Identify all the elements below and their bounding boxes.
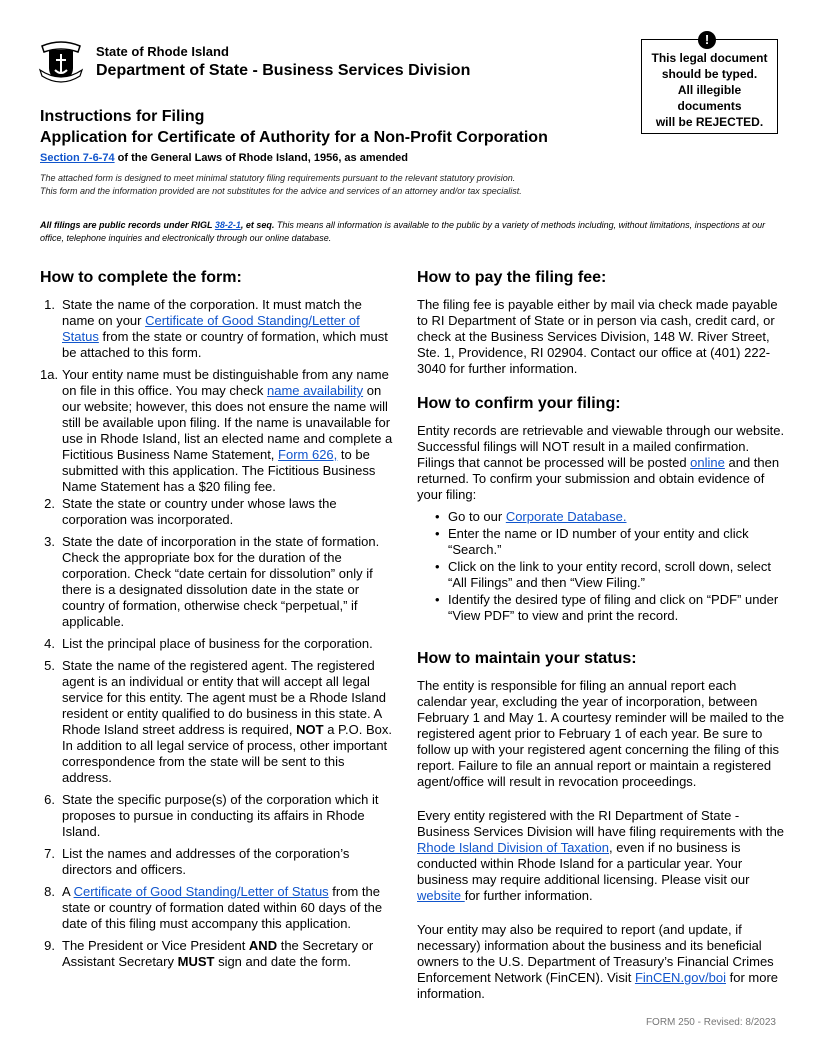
item-text xyxy=(62,658,395,786)
text-segment: List the names and addresses of the corporation’s directors and officers. xyxy=(62,846,350,877)
item-text xyxy=(62,367,395,495)
maintain-status-text xyxy=(417,678,787,1002)
text-segment: Entity records are retrievable and viewable through our website. Successful filings will NOT result in a mailed confirmation. Filings that cannot be processed will be posted xyxy=(417,423,785,470)
inline-link[interactable]: website xyxy=(417,888,465,903)
item-number: 4. xyxy=(44,636,55,651)
maintain-paragraph xyxy=(417,678,787,790)
notice-line: documents xyxy=(677,99,742,113)
pay-fee-text: The filing fee is payable either by mail via check made payable to RI Department of State or in person via cash, credit card, or check at the Business Services Division, 148 W. River Street, Ste. 1, Providence, RI 02904. Contact our office at (401) 222-3040 for further information. xyxy=(417,297,778,376)
text-segment: the Secretary or Assistant Secretary xyxy=(62,938,374,969)
instruction-item xyxy=(40,658,395,786)
text-segment: State the name of the registered agent. The registered agent is an individual or entity that will accept all legal service for this entity. The agent must be a Rhode Island resident or entity qualified to do business in this state. A Rhode Island street address is required, xyxy=(62,658,386,737)
form-revision-footer: FORM 250 - Revised: 8/2023 xyxy=(645,1017,776,1028)
complete-form-section xyxy=(40,269,395,976)
complete-form-heading: How to complete the form: xyxy=(40,269,242,286)
item-number: 9. xyxy=(44,938,55,953)
text-segment: and then returned. To confirm your submission and obtain evidence of your filing: xyxy=(417,455,780,502)
inline-link[interactable]: Certificate of Good Standing/Letter of Status xyxy=(73,884,329,899)
item-number: 2. xyxy=(44,496,55,511)
text-segment: a P.O. Box. In addition to all legal service of process, other important correspondence from the state will be sent to this address. xyxy=(62,722,393,785)
section-link[interactable]: Section 7-6-74 xyxy=(40,152,115,164)
public-records-bold: All filings are public records under RIGL xyxy=(40,220,215,230)
text-segment: State the state or country under whose laws the corporation was incorporated. xyxy=(62,496,337,527)
text-segment: for more information. xyxy=(417,970,778,1001)
rigl-link[interactable]: 38-2-1 xyxy=(214,220,241,230)
text-segment: Identify the desired type of filing and click on “PDF” under “View PDF” to view and print the record. xyxy=(448,592,779,623)
inline-link[interactable]: FinCEN.gov/boi xyxy=(634,970,726,985)
text-segment: State the date of incorporation in the state of formation. Check the appropriate box for the duration of the corporation. Check “date certain for dissolution” only if there is a designated dissolution date in the state or country of formation, otherwise check “perpetual,” if applicable. xyxy=(62,534,380,629)
instruction-item xyxy=(40,297,395,361)
text-segment: to be submitted with this application. The Fictitious Business Name Statement has a $20 filing fee. xyxy=(62,447,376,494)
notice-line: All illegible xyxy=(677,83,742,97)
confirm-filing-text xyxy=(417,423,787,503)
title-line-2: Application for Certificate of Authority for a Non-Profit Corporation xyxy=(40,129,548,146)
text-segment: on our website; however, this does not ensure the name will still be available upon filing. If the name is unavailable for use in Rhode Island, list an elected name and complete a Fictitious Business Name Statement, xyxy=(62,383,393,462)
step-text xyxy=(448,559,787,591)
item-text xyxy=(62,534,395,630)
et-seq: , et seq. xyxy=(240,220,275,230)
disclaimer-line: This form and the information provided are not substitutes for the advice and services of an attorney and/or tax specialist. xyxy=(40,186,522,196)
instruction-item xyxy=(40,938,395,970)
organization-header xyxy=(96,44,470,80)
bullet-icon: • xyxy=(435,509,440,524)
text-segment: State the name of the corporation. It must match the name on your xyxy=(62,297,362,328)
text-segment: , even if no business is conducted within Rhode Island for a particular year. Your business may require additional licensing. Please visit our xyxy=(417,840,750,887)
text-segment: from the state or country of formation dated within 60 days of the date of this filing must accompany this application. xyxy=(62,884,383,931)
step-text xyxy=(448,592,787,624)
notice-line: should be typed. xyxy=(661,67,758,81)
text-segment: sign and date the form. xyxy=(214,954,352,969)
notice-line: will be REJECTED. xyxy=(655,115,764,129)
inline-link[interactable]: Certificate of Good Standing/Letter of Status xyxy=(62,313,360,344)
bold-text: MUST xyxy=(177,954,215,969)
instruction-list xyxy=(40,297,395,970)
typed-document-notice xyxy=(641,39,778,134)
item-text xyxy=(62,496,395,528)
department-name: Department of State - Business Services Division xyxy=(96,62,471,79)
confirm-filing-heading: How to confirm your filing: xyxy=(417,395,621,412)
text-segment: Your entity may also be required to report (and update, if necessary) information about the business and its beneficial owners to the U.S. Department of Treasury’s Financial Crimes Enforcement Network (FinCEN). Visit xyxy=(417,922,774,985)
bold-text: AND xyxy=(248,938,278,953)
text-segment: from the state or country of formation, which must be attached to this form. xyxy=(62,329,388,360)
text-segment: for further information. xyxy=(464,888,593,903)
maintain-paragraph xyxy=(417,808,787,904)
inline-link[interactable]: Form 626, xyxy=(278,447,338,462)
public-records-notice xyxy=(40,219,780,245)
text-segment: Your entity name must be distinguishable from any name on file in this office. You may check xyxy=(62,367,389,398)
step-text xyxy=(448,509,627,525)
state-name: State of Rhode Island xyxy=(96,44,229,59)
instruction-item xyxy=(40,636,395,652)
notice-line: This legal document xyxy=(651,51,768,65)
instruction-item xyxy=(40,884,395,932)
instruction-item xyxy=(40,367,395,495)
text-segment: Go to our xyxy=(448,509,506,524)
item-number: 7. xyxy=(44,846,55,861)
step-text xyxy=(448,526,787,558)
maintain-status-heading: How to maintain your status: xyxy=(417,650,637,667)
bold-text: NOT xyxy=(296,722,324,737)
inline-link[interactable]: Rhode Island Division of Taxation xyxy=(417,840,609,855)
instruction-item xyxy=(40,496,395,528)
rhode-island-seal-logo xyxy=(38,38,84,84)
item-text xyxy=(62,792,395,840)
inline-link[interactable]: Corporate Database. xyxy=(505,509,627,524)
item-number: 1. xyxy=(44,297,55,312)
bullet-icon: • xyxy=(435,559,440,574)
inline-link[interactable]: online xyxy=(690,455,725,470)
confirm-step xyxy=(435,509,787,525)
item-text xyxy=(62,884,395,932)
bullet-icon: • xyxy=(435,526,440,541)
text-segment: The President or Vice President xyxy=(62,938,249,953)
bullet-icon: • xyxy=(435,592,440,607)
text-segment: The entity is responsible for filing an annual report each calendar year, excluding the year of incorporation, between February 1 and May 1. A courtesy reminder will be mailed to the registered agent prior to February 1 of each year. Be sure to follow up with your registered agent concerning the filing of this report. Failure to file an annual report or maintain a registered agent/office will result in revocation proceedings. xyxy=(417,678,785,789)
item-number: 5. xyxy=(44,658,55,673)
public-records-text: This means all information is available to the public by a variety of methods including, without limitations, inspections at our office, telephone inquiries and electronically through our online database. xyxy=(40,220,766,243)
item-number: 3. xyxy=(44,534,55,549)
pay-fee-heading: How to pay the filing fee: xyxy=(417,269,607,286)
instruction-item xyxy=(40,792,395,840)
item-number: 6. xyxy=(44,792,55,807)
maintain-paragraph xyxy=(417,922,787,1002)
exclamation-icon: ! xyxy=(698,31,716,49)
text-segment: List the principal place of business for the corporation. xyxy=(62,636,373,651)
statute-text: of the General Laws of Rhode Island, 1956, as amended xyxy=(114,152,409,164)
item-text xyxy=(62,938,395,970)
instruction-item xyxy=(40,846,395,878)
statute-reference xyxy=(40,152,408,164)
item-number: 8. xyxy=(44,884,55,899)
text-segment: A xyxy=(62,884,74,899)
item-text xyxy=(62,846,395,878)
item-number: 1a. xyxy=(40,367,59,382)
disclaimer xyxy=(40,172,522,198)
confirm-step xyxy=(435,526,787,558)
title-line-1: Instructions for Filing xyxy=(40,108,205,125)
right-column xyxy=(417,269,787,1020)
disclaimer-line: The attached form is designed to meet minimal statutory filing requirements pursuant to the relevant statutory provision. xyxy=(40,173,516,183)
confirm-steps-list xyxy=(435,509,787,624)
confirm-step xyxy=(435,592,787,624)
item-text xyxy=(62,297,395,361)
text-segment: Click on the link to your entity record, scroll down, select “All Filings” and then “View Filing.” xyxy=(448,559,771,590)
confirm-step xyxy=(435,559,787,591)
inline-link[interactable]: name availability xyxy=(267,383,364,398)
text-segment: Enter the name or ID number of your entity and click “Search.” xyxy=(448,526,749,557)
text-segment: Every entity registered with the RI Department of State - Business Services Division will have filing requirements with the xyxy=(417,808,785,839)
page-title xyxy=(40,106,548,148)
text-segment: State the specific purpose(s) of the corporation which it proposes to pursue in conducting its affairs in Rhode Island. xyxy=(62,792,379,839)
item-text xyxy=(62,636,373,652)
instruction-item xyxy=(40,534,395,630)
